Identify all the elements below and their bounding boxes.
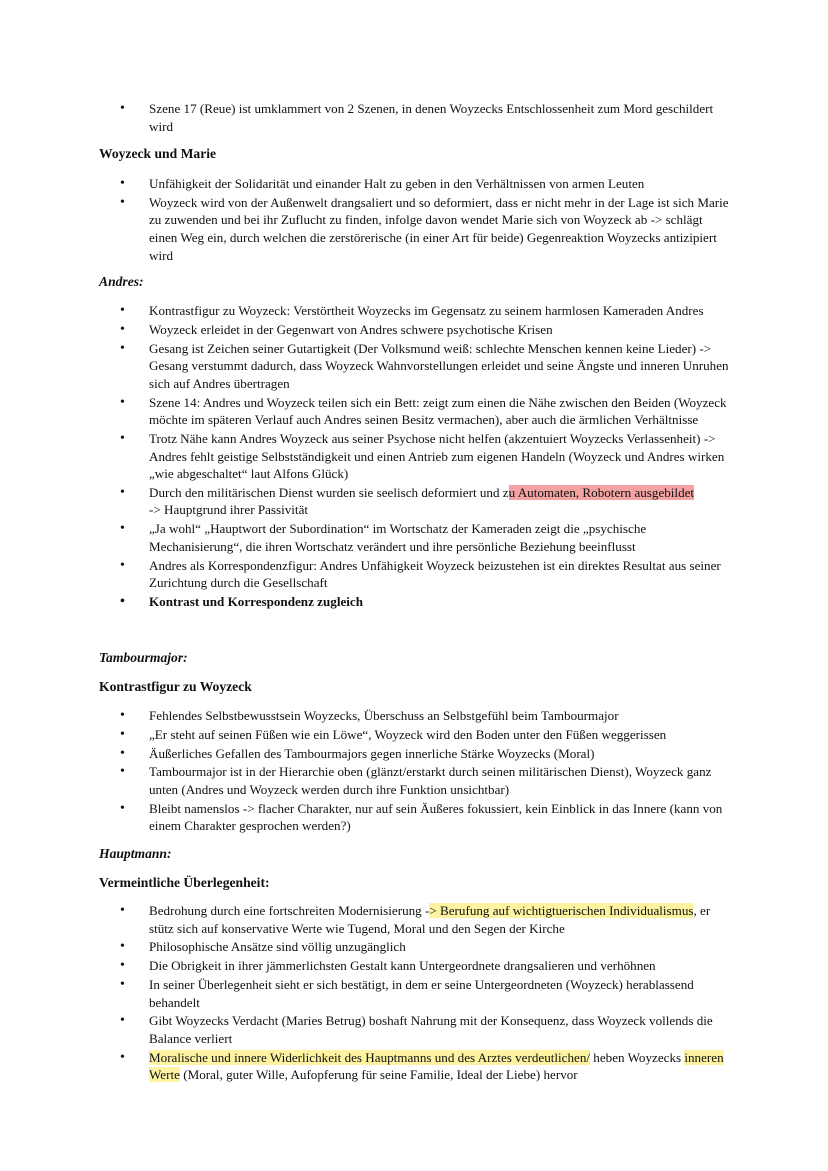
heading-woyzeck-marie: Woyzeck und Marie — [99, 146, 217, 161]
list-item: • „Ja wohl“ „Hauptwort der Subordination“ im Wortschatz der Kameraden zeigt die „psychische Mechanisierung“, die ihren Wortschatz verändert und ihre persönliche Beziehung beeinflusst — [0, 520, 730, 555]
tambourmajor-list — [0, 707, 828, 836]
highlight-yellow: inneren Werte — [149, 1049, 724, 1083]
heading-hauptmann: Hauptmann: — [99, 846, 172, 861]
list-item: • Gibt Woyzecks Verdacht (Maries Betrug) boshaft Nahrung mit der Konsequenz, dass Woyzeck vollends die Balance verliert — [0, 1012, 730, 1047]
andres-list — [0, 302, 828, 612]
list-item: • „Er steht auf seinen Füßen wie ein Löwe“, Woyzeck wird den Boden unter den Füßen weggerissen — [0, 726, 730, 744]
list-item — [0, 1049, 730, 1084]
hauptmann-list — [0, 902, 828, 1085]
list-item: • Philosophische Ansätze sind völlig unzugänglich — [0, 938, 730, 956]
text-segment: (Moral, guter Wille, Aufopferung für seine Familie, Ideal der Liebe) hervor — [179, 1067, 578, 1083]
list-item: • Äußerliches Gefallen des Tambourmajors gegen innerliche Stärke Woyzecks (Moral) — [0, 745, 730, 763]
list-item — [0, 902, 730, 937]
woyzeck-marie-list — [0, 175, 828, 265]
text-segment: , er stütz sich auf konservative Werte wie Tugend, Moral und den Segen der Kirche — [149, 903, 711, 936]
list-item: • Woyzeck wird von der Außenwelt drangsaliert und so deformiert, dass er nicht mehr in der Lage ist sich Marie zu zuwenden und bei ihr Zuflucht zu finden, infolge davon wendet Marie sich von Woyzeck ab -> schlägt einen Weg ein, durch welchen die zerstörerische (in einer Art für beide) Gegenreaktion Woyzecks antizipiert wird — [0, 194, 730, 264]
heading-tambourmajor: Tambourmajor: — [99, 650, 188, 665]
highlight-yellow: Moralische und innere Widerlichkeit des Hauptmanns und des Arztes verdeutlichen/ — [149, 1049, 591, 1065]
heading-andres: Andres: — [99, 274, 144, 289]
subheading-kontrastfigur: Kontrastfigur zu Woyzeck — [99, 679, 252, 694]
list-item: • Kontrastfigur zu Woyzeck: Verstörtheit Woyzecks im Gegensatz zu seinem harmlosen Kameraden Andres — [0, 302, 730, 320]
highlight-red: u Automaten, Robotern ausgebildet — [508, 484, 695, 500]
list-item: • Unfähigkeit der Solidarität und einander Halt zu geben in den Verhältnissen von armen Leuten — [0, 175, 730, 193]
list-item-bold: • Kontrast und Korrespondenz zugleich — [0, 593, 730, 611]
list-item: • Bleibt namenslos -> flacher Charakter, nur auf sein Äußeres fokussiert, kein Einblick in das Innere (kann von einem Charakter gesprochen werden?) — [0, 800, 730, 835]
list-item: • Szene 17 (Reue) ist umklammert von 2 Szenen, in denen Woyzecks Entschlossenheit zum Mord geschildert wird — [0, 100, 730, 135]
intro-list — [0, 100, 828, 136]
list-item — [0, 484, 730, 519]
list-item: • Szene 14: Andres und Woyzeck teilen sich ein Bett: zeigt zum einen die Nähe zwischen den Beiden (Woyzeck möchte im späteren Verlauf auch Andres seinen Besitz vermachen), aber auch die ärmlichen Verhältnisse — [0, 394, 730, 429]
text-segment: -> Hauptgrund ihrer Passivität — [149, 502, 309, 518]
text-segment: heben Woyzecks — [590, 1049, 685, 1065]
list-item: • Die Obrigkeit in ihrer jämmerlichsten Gestalt kann Untergeordnete drangsalieren und verhöhnen — [0, 957, 730, 975]
subheading-ueberlegenheit: Vermeintliche Überlegenheit: — [99, 875, 270, 890]
list-item: • Fehlendes Selbstbewusstsein Woyzecks, Überschuss an Selbstgefühl beim Tambourmajor — [0, 707, 730, 725]
list-item: • Andres als Korrespondenzfigur: Andres Unfähigkeit Woyzeck beizustehen ist ein direktes Resultat aus seiner Zurichtung durch die Gesellschaft — [0, 557, 730, 592]
list-item: • Trotz Nähe kann Andres Woyzeck aus seiner Psychose nicht helfen (akzentuiert Woyzecks Verlassenheit) -> Andres fehlt geistige Selbstständigkeit und einen Antrieb zum eigenen Handeln (Woyzeck und Andres wirken „wie abgeschaltet“ laut Alfons Glück) — [0, 430, 730, 483]
list-item: • In seiner Überlegenheit sieht er sich bestätigt, in dem er seine Untergeordneten (Woyzeck) herablassend behandelt — [0, 976, 730, 1011]
list-item: • Tambourmajor ist in der Hierarchie oben (glänzt/erstarkt durch seinen militärischen Dienst), Woyzeck ganz unten (Andres und Woyzeck werden durch ihre Funktion unsichtbar) — [0, 763, 730, 798]
list-item: • Gesang ist Zeichen seiner Gutartigkeit (Der Volksmund weiß: schlechte Menschen kennen keine Lieder) -> Gesang verstummt dadurch, dass Woyzeck Wahnvorstellungen erleidet und seine Ängste und inneren Unruhen sich auf Andres übertragen — [0, 340, 730, 393]
list-item: • Woyzeck erleidet in der Gegenwart von Andres schwere psychotische Krisen — [0, 321, 730, 339]
text-segment: Bedrohung durch eine fortschreiten Modernisierung - — [149, 903, 430, 918]
text-segment: Durch den militärischen Dienst wurden sie seelisch deformiert und z — [149, 484, 509, 500]
highlight-yellow: > Berufung auf wichtigtuerischen Individualismus — [429, 903, 694, 918]
